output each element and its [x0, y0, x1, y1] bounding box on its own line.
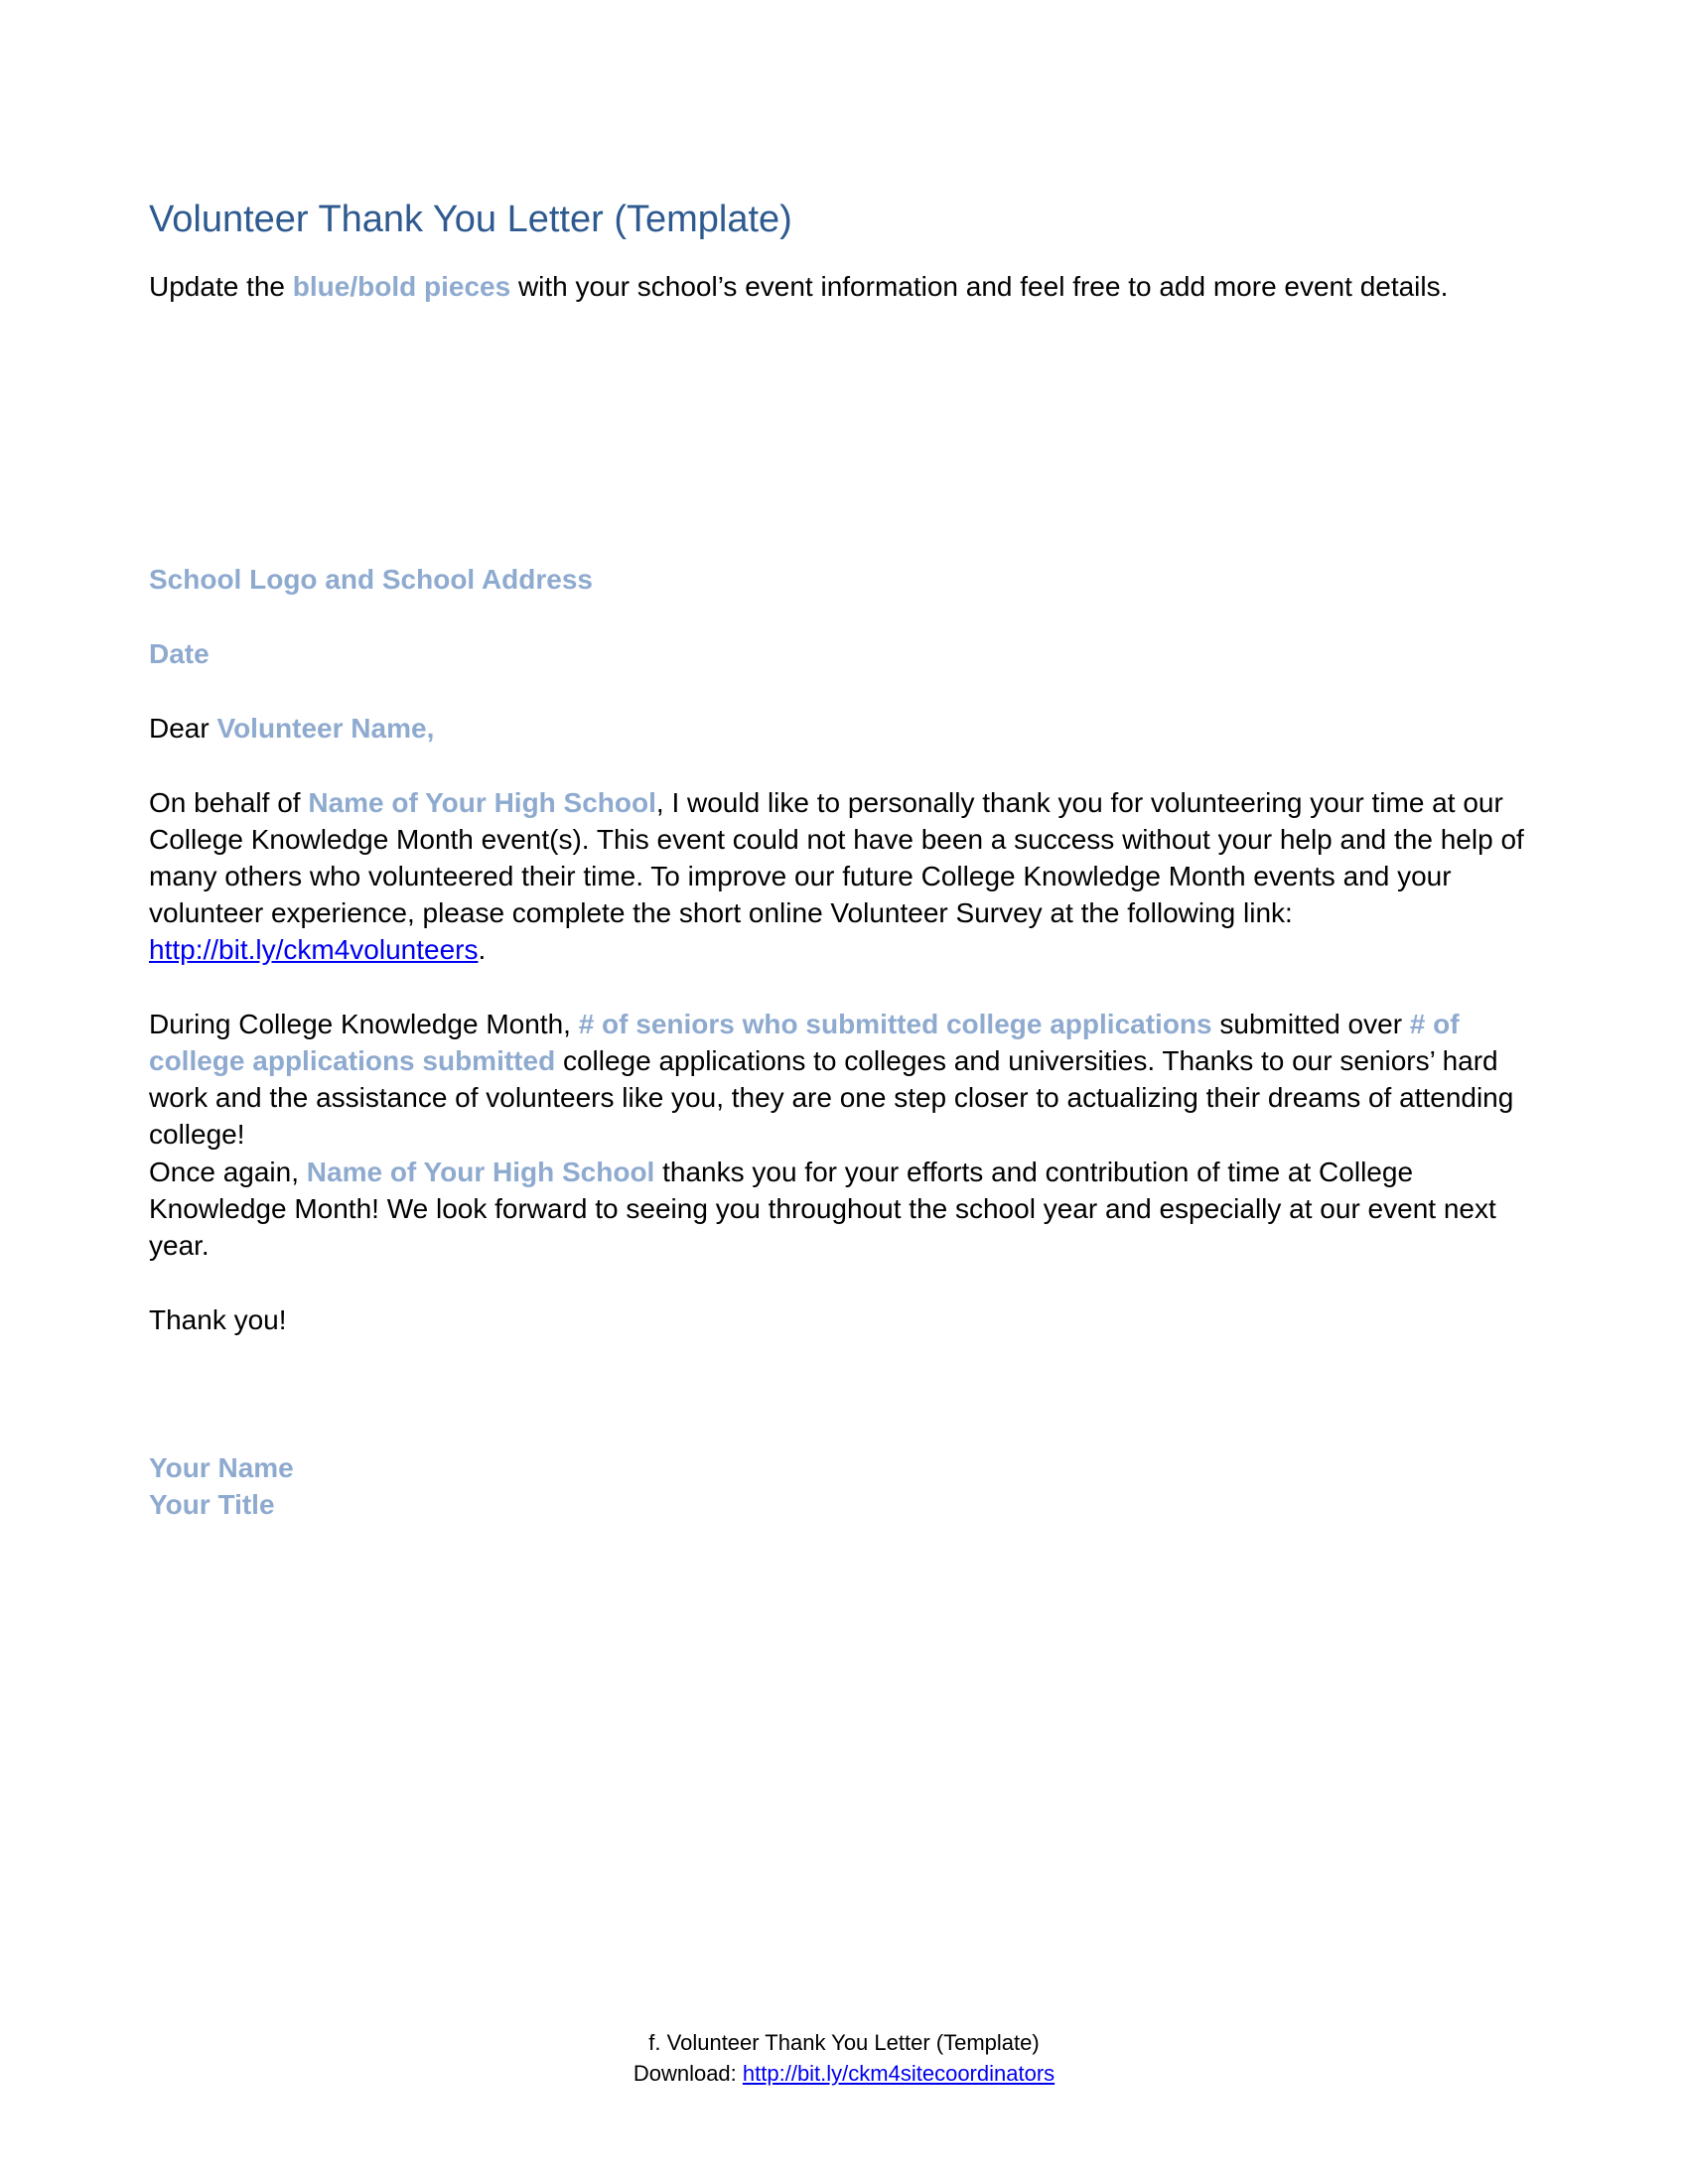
p1-pre: On behalf of	[149, 787, 309, 818]
your-title-placeholder: Your Title	[149, 1489, 275, 1520]
p2-pre: During College Knowledge Month,	[149, 1009, 579, 1039]
p3-pre: Once again,	[149, 1157, 307, 1187]
volunteer-survey-link[interactable]: http://bit.ly/ckm4volunteers	[149, 934, 479, 965]
page-title: Volunteer Thank You Letter (Template)	[149, 199, 792, 240]
applications-count-placeholder: # of college applications submitted	[149, 1009, 1460, 1076]
instructions-highlight: blue/bold pieces	[292, 271, 511, 302]
instructions-post: with your school’s event information and feel free to add more event details.	[510, 271, 1449, 302]
greeting	[149, 710, 1539, 747]
paragraph-applications	[149, 1006, 1539, 1153]
p1-post: , I would like to personally thank you for volunteering your time at our College Knowledge Month event(s). This event could not have been a success without your help and the help of many others who volunteered their time. To improve our future College Knowledge Month events and your volunteer experience, please complete the short online Volunteer Survey at the following link:	[149, 787, 1524, 928]
footer-download-link[interactable]: http://bit.ly/ckm4sitecoordinators	[742, 2061, 1055, 2086]
page-footer	[149, 2027, 1539, 2089]
paragraph-once-again	[149, 1154, 1539, 1264]
document-page	[149, 0, 1539, 2184]
your-name-placeholder: Your Name	[149, 1452, 294, 1483]
school-name-placeholder: Name of Your High School	[308, 787, 656, 818]
footer-download	[149, 2058, 1539, 2089]
instructions	[149, 268, 1539, 305]
footer-download-label: Download:	[633, 2061, 743, 2086]
footer-doc-name: f. Volunteer Thank You Letter (Template)	[648, 2030, 1040, 2055]
seniors-count-placeholder: # of seniors who submitted college applications	[578, 1009, 1212, 1039]
date-placeholder: Date	[149, 638, 210, 669]
greeting-pre: Dear	[149, 713, 217, 744]
school-logo-address-placeholder: School Logo and School Address	[149, 564, 593, 595]
volunteer-name-placeholder: Volunteer Name,	[216, 713, 435, 744]
school-name-placeholder-2: Name of Your High School	[306, 1157, 655, 1187]
p1-end: .	[478, 934, 487, 965]
p3-post: thanks you for your efforts and contribution of time at College Knowledge Month! We look forward to seeing you throughout the school year and especially at our event next year.	[149, 1157, 1496, 1261]
p2-post: college applications to colleges and universities. Thanks to our seniors’ hard work and the assistance of volunteers like you, they are one step closer to actualizing their dreams of attending college!	[149, 1045, 1514, 1150]
instructions-pre: Update the	[149, 271, 293, 302]
p2-mid: submitted over	[1211, 1009, 1410, 1039]
paragraph-thanks	[149, 784, 1539, 968]
closing: Thank you!	[149, 1304, 287, 1335]
